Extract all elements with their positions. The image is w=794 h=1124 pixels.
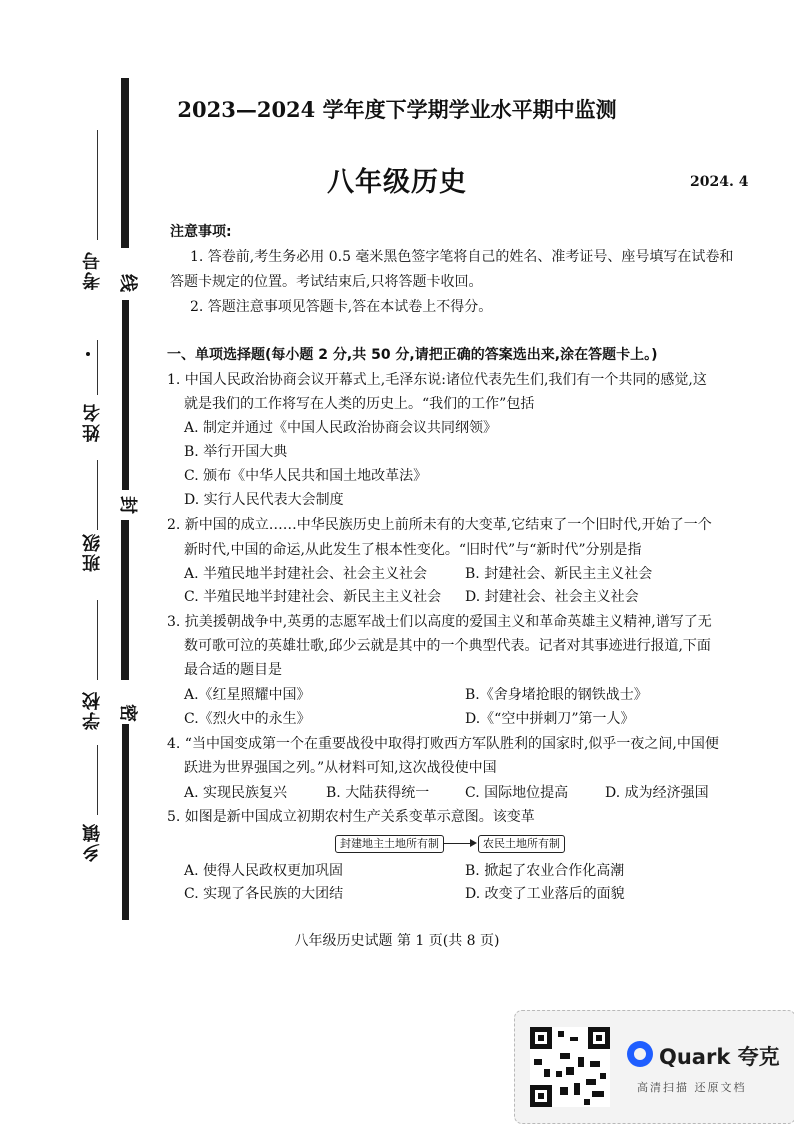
q3-option-a: A.《红星照耀中国》 (184, 687, 311, 703)
notice-item-1: 1. 答卷前,考生务必用 0.5 毫米黑色签字笔将自己的姓名、准考证号、座号填写在试卷和 (190, 249, 734, 265)
subject-title: 八年级历史 (327, 167, 467, 198)
quark-tagline: 高清扫描 还原文档 (637, 1081, 747, 1094)
q2-stem-line-1: 2. 新中国的成立……中华民族历史上前所未有的大变革,它结束了一个旧时代,开始了一个 (167, 517, 712, 533)
q4-option-c: C. 国际地位提高 (465, 785, 569, 801)
q2-option-c: C. 半殖民地半封建社会、新民主主义社会 (184, 589, 442, 605)
school-line (97, 600, 98, 680)
diagram-box-feudal: 封建地主土地所有制 (335, 835, 444, 853)
q2-option-a: A. 半殖民地半封建社会、社会主义社会 (184, 566, 428, 582)
q1-option-a: A. 制定并通过《中国人民政治协商会议共同纲领》 (184, 420, 498, 436)
diagram-box-peasant: 农民土地所有制 (478, 835, 565, 853)
q5-option-a: A. 使得人民政权更加巩固 (184, 863, 344, 879)
seal-word-line: 线 (118, 268, 140, 294)
binding-bar-bottom (122, 720, 129, 920)
binding-bar-middle (122, 300, 129, 500)
q4-stem-line-2: 跃进为世界强国之列。”从材料可知,这次战役使中国 (184, 760, 497, 776)
q3-stem-line-3: 最合适的题目是 (184, 662, 282, 678)
quark-watermark (514, 1010, 794, 1124)
q1-stem-line-2: 就是我们的工作将写在人类的历史上。“我们的工作”包括 (184, 396, 535, 412)
q1-option-b: B. 举行开国大典 (184, 444, 288, 460)
q1-option-c: C. 颁布《中华人民共和国土地改革法》 (184, 468, 428, 484)
class-label: 班级 (82, 532, 103, 572)
exam-title: 2023—2024 学年度下学期学业水平期中监测 (177, 97, 617, 122)
exam-date: 2024. 4 (690, 174, 749, 190)
name-label: 姓名 (82, 402, 103, 442)
diagram-arrow-icon (470, 839, 477, 847)
q1-stem-line-1: 1. 中国人民政治协商会议开幕式上,毛泽东说:诸位代表先生们,我们有一个共同的感觉,这 (167, 372, 707, 388)
notice-item-1-cont: 答题卡规定的位置。考试结束后,只将答题卡收回。 (170, 274, 483, 290)
notice-heading: 注意事项: (170, 224, 232, 240)
seal-word-seal: 封 (118, 490, 140, 516)
q2-option-d: D. 封建社会、社会主义社会 (465, 589, 639, 605)
q3-option-c: C.《烈火中的永生》 (184, 711, 311, 727)
exam-number-label: 考号 (82, 250, 103, 290)
notice-item-2: 2. 答题注意事项见答题卡,答在本试卷上不得分。 (190, 299, 493, 315)
q5-option-c: C. 实现了各民族的大团结 (184, 886, 344, 902)
q5-option-b: B. 掀起了农业合作化高潮 (465, 863, 625, 879)
q3-stem-line-2: 数可歌可泣的英雄壮歌,邱少云就是其中的一个典型代表。记者对其事迹进行报道,下面 (184, 638, 711, 654)
township-line (97, 745, 98, 815)
seal-word-secret: 密 (118, 698, 140, 724)
q5-stem-line-1: 5. 如图是新中国成立初期农村生产关系变革示意图。该变革 (167, 809, 535, 825)
q4-stem-line-1: 4. “当中国变成第一个在重要战役中取得打败西方军队胜利的国家时,似乎一夜之间,中国便 (167, 736, 719, 752)
name-line (97, 340, 98, 395)
quark-logo-icon (627, 1041, 653, 1067)
section-heading: 一、单项选择题(每小题 2 分,共 50 分,请把正确的答案选出来,涂在答题卡上。) (167, 347, 658, 363)
q1-option-d: D. 实行人民代表大会制度 (184, 492, 344, 508)
q5-option-d: D. 改变了工业落后的面貌 (465, 886, 625, 902)
class-line (97, 460, 98, 530)
q2-stem-line-2: 新时代,中国的命运,从此发生了根本性变化。“旧时代”与“新时代”分别是指 (184, 542, 642, 558)
separator-dot (86, 352, 90, 356)
school-label: 学校 (82, 690, 103, 730)
q2-option-b: B. 封建社会、新民主主义社会 (465, 566, 653, 582)
diagram-connector (443, 843, 471, 844)
quark-brand-name: Quark 夸克 (659, 1045, 780, 1069)
qr-code-icon (530, 1027, 610, 1107)
page-footer: 八年级历史试题 第 1 页(共 8 页) (294, 933, 500, 949)
q4-option-a: A. 实现民族复兴 (184, 785, 288, 801)
q3-stem-line-1: 3. 抗美援朝战争中,英勇的志愿军战士们以高度的爱国主义和革命英雄主义精神,谱写了无 (167, 614, 712, 630)
q4-option-d: D. 成为经济强国 (605, 785, 709, 801)
township-label: 乡镇 (82, 822, 103, 862)
q3-option-b: B.《舍身堵抢眼的钢铁战士》 (465, 687, 648, 703)
q4-option-b: B. 大陆获得统一 (326, 785, 430, 801)
binding-bar-lower (121, 520, 129, 680)
q3-option-d: D.《“空中拼刺刀”第一人》 (465, 711, 635, 727)
